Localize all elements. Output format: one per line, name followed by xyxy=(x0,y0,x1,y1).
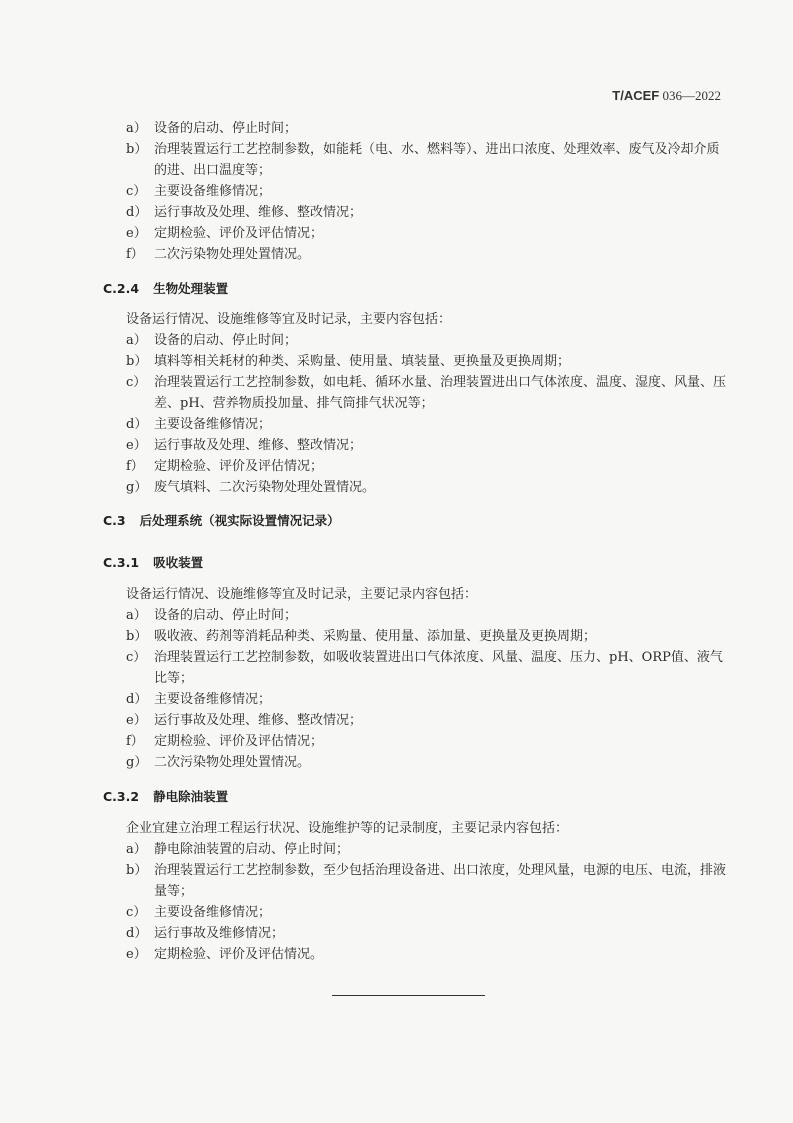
list-item xyxy=(126,731,726,752)
item-label: c） xyxy=(126,650,147,665)
list-item xyxy=(126,414,726,435)
section-heading-c24 xyxy=(103,279,228,297)
item-label: c） xyxy=(126,375,147,390)
section-number: C.3 xyxy=(103,513,126,528)
item-text: 设备的启动、停止时间； xyxy=(154,333,298,348)
item-text: 废气填料、二次污染物处理处置情况。 xyxy=(154,480,376,495)
item-text: 运行事故及维修情况； xyxy=(154,926,285,941)
item-text: 治理装置运行工艺控制参数，如电耗、循环水量、治理装置进出口气体浓度、温度、湿度、风量、压差、pH、营养物质投加量、排气筒排气状况等； xyxy=(154,375,727,411)
item-text: 主要设备维修情况； xyxy=(154,184,272,199)
item-label: d） xyxy=(126,692,148,707)
item-label: b） xyxy=(126,354,148,369)
item-label: e） xyxy=(126,438,147,453)
standard-number: 036—2022 xyxy=(662,88,721,103)
list-item xyxy=(126,647,726,689)
item-text: 定期检验、评价及评估情况。 xyxy=(154,947,324,962)
list-item xyxy=(126,923,726,944)
section-intro: 企业宜建立治理工程运行状况、设施维护等的记录制度，主要记录内容包括： xyxy=(126,821,569,836)
page-header xyxy=(612,88,721,104)
item-text: 吸收液、药剂等消耗品种类、采购量、使用量、添加量、更换量及更换周期； xyxy=(154,629,597,644)
item-label: b） xyxy=(126,863,148,878)
section-number: C.3.1 xyxy=(103,555,140,570)
item-text: 主要设备维修情况； xyxy=(154,905,272,920)
item-label: e） xyxy=(126,226,147,241)
list-item xyxy=(126,839,726,860)
item-text: 定期检验、评价及评估情况； xyxy=(154,226,324,241)
standard-prefix: T/ACEF xyxy=(612,88,660,103)
list-item xyxy=(126,118,726,139)
section-number: C.2.4 xyxy=(103,281,140,296)
item-label: e） xyxy=(126,713,147,728)
item-label: a） xyxy=(126,608,147,623)
section-heading-c32 xyxy=(103,787,228,805)
list-item xyxy=(126,435,726,456)
item-label: b） xyxy=(126,142,148,157)
section-title: 吸收装置 xyxy=(153,555,204,570)
section-number: C.3.2 xyxy=(103,789,140,804)
list-item xyxy=(126,710,726,731)
list-item xyxy=(126,181,726,202)
item-text: 定期检验、评价及评估情况； xyxy=(154,459,324,474)
item-text: 主要设备维修情况； xyxy=(154,417,272,432)
list-item xyxy=(126,202,726,223)
item-text: 治理装置运行工艺控制参数，如能耗（电、水、燃料等）、进出口浓度、处理效率、废气及冷却介质的进、出口温度等； xyxy=(154,142,720,178)
item-label: d） xyxy=(126,417,148,432)
list-item xyxy=(126,244,726,265)
item-text: 治理装置运行工艺控制参数，至少包括治理设备进、出口浓度，处理风量，电源的电压、电流，排液量等； xyxy=(154,863,727,899)
item-label: a） xyxy=(126,121,147,136)
item-label: b） xyxy=(126,629,148,644)
item-text: 设备的启动、停止时间； xyxy=(154,608,298,623)
list-item xyxy=(126,752,726,773)
item-label: c） xyxy=(126,905,147,920)
section-heading-c31 xyxy=(103,553,203,571)
section-intro: 设备运行情况、设施维修等宜及时记录，主要内容包括： xyxy=(126,312,452,327)
item-text: 二次污染物处理处置情况。 xyxy=(154,247,311,262)
end-rule xyxy=(332,995,485,996)
item-text: 填料等相关耗材的种类、采购量、使用量、填装量、更换量及更换周期； xyxy=(154,354,571,369)
item-text: 二次污染物处理处置情况。 xyxy=(154,755,311,770)
list-item xyxy=(126,372,726,414)
item-text: 设备的启动、停止时间； xyxy=(154,121,298,136)
item-label: g） xyxy=(126,480,148,495)
item-label: d） xyxy=(126,205,148,220)
list-item xyxy=(126,944,726,965)
item-text: 运行事故及处理、维修、整改情况； xyxy=(154,713,363,728)
item-label: g） xyxy=(126,755,148,770)
item-label: e） xyxy=(126,947,147,962)
list-item xyxy=(126,605,726,626)
item-label: c） xyxy=(126,184,147,199)
item-text: 定期检验、评价及评估情况； xyxy=(154,734,324,749)
list-item xyxy=(126,860,726,902)
item-label: a） xyxy=(126,333,147,348)
item-label: f） xyxy=(126,459,144,474)
item-text: 运行事故及处理、维修、整改情况； xyxy=(154,438,363,453)
item-label: d） xyxy=(126,926,148,941)
item-label: f） xyxy=(126,247,144,262)
list-item xyxy=(126,139,726,181)
list-item xyxy=(126,223,726,244)
section-intro: 设备运行情况、设施维修等宜及时记录，主要记录内容包括： xyxy=(126,587,478,602)
section-heading-c3 xyxy=(103,511,340,529)
item-text: 治理装置运行工艺控制参数，如吸收装置进出口气体浓度、风量、温度、压力、pH、ORP值、液气比等； xyxy=(154,650,723,686)
item-label: f） xyxy=(126,734,144,749)
list-item xyxy=(126,330,726,351)
item-text: 主要设备维修情况； xyxy=(154,692,272,707)
item-label: a） xyxy=(126,842,147,857)
list-item xyxy=(126,626,726,647)
item-text: 静电除油装置的启动、停止时间； xyxy=(154,842,350,857)
section-title: 后处理系统（视实际设置情况记录） xyxy=(139,513,340,528)
list-item xyxy=(126,477,726,498)
list-item xyxy=(126,351,726,372)
list-item xyxy=(126,689,726,710)
section-title: 生物处理装置 xyxy=(153,281,229,296)
section-title: 静电除油装置 xyxy=(153,789,229,804)
item-text: 运行事故及处理、维修、整改情况； xyxy=(154,205,363,220)
list-item xyxy=(126,456,726,477)
list-item xyxy=(126,902,726,923)
